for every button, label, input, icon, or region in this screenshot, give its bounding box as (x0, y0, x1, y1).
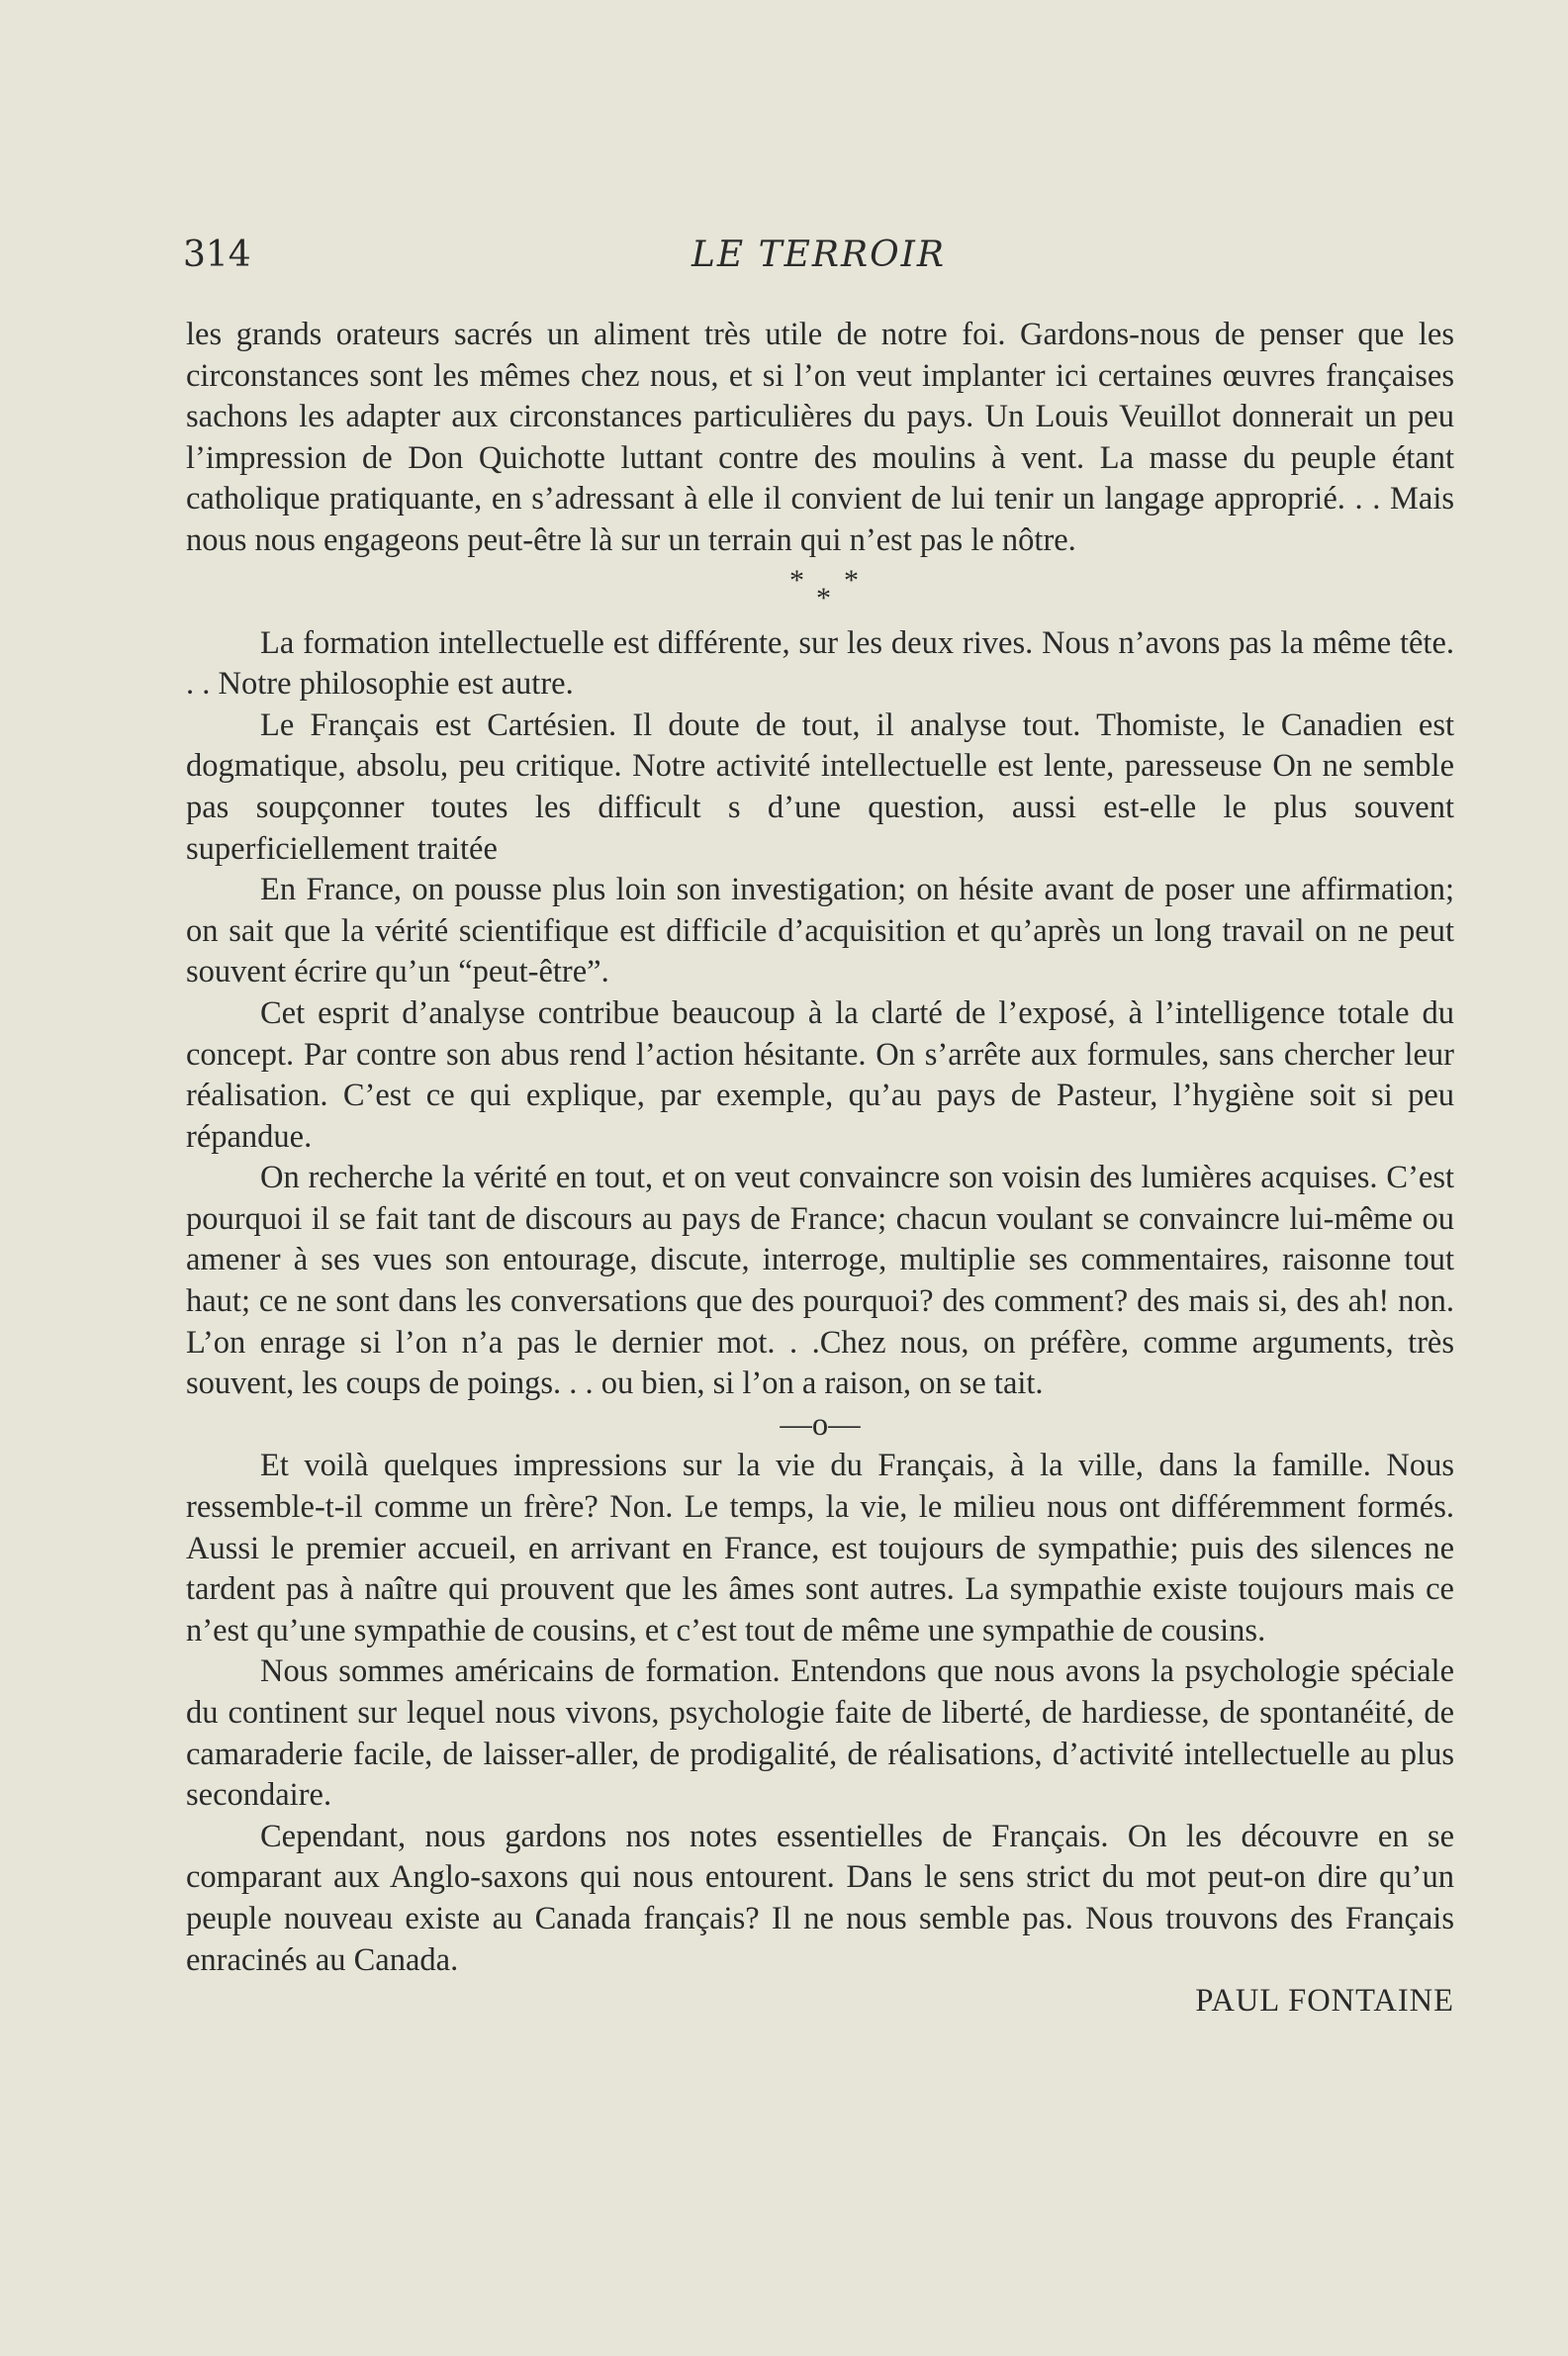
paragraph: La formation intellectuelle est différente, sur les deux rives. Nous n’avons pas la même tête. . . Notre philosophie est autre. (186, 624, 1454, 703)
asterism (186, 562, 1454, 623)
paragraph: Nous sommes américains de formation. Entendons que nous avons la psychologie spéciale du continent sur lequel nous vivons, psychologie faite de liberté, de hardiesse, de spontanéité, de camaraderie facile, de laisser-aller, de prodigalité, de réalisations, d’activité intellectuelle au plus secondaire. (186, 1653, 1454, 1814)
paragraph: Et voilà quelques impressions sur la vie du Français, à la ville, dans la famille. Nous ressemble-t-il comme un frère? Non. Le temps, la vie, le milieu nous ont différemment formés. Aussi le premier accueil, en arrivant en France, est toujours de sympathie; puis des silences ne tardent pas à naître qui prouvent que les âmes sont autres. La sympathie existe toujours mais ce n’est qu’une sympathie de cousins, et c’est tout de même une sympathie de cousins. (186, 1448, 1454, 1649)
asterism-star: * (844, 563, 859, 597)
section-separator: —o— (780, 1406, 861, 1443)
asterism-star: * (816, 581, 831, 614)
paragraph: En France, on pousse plus loin son investigation; on hésite avant de poser une affirmation; on sait que la vérité scientifique est difficile d’acquisition et qu’après un long travail on ne peut souvent écrire qu’un “peut-être”. (186, 872, 1454, 990)
article-body (186, 315, 1454, 2023)
author-signature: PAUL FONTAINE (1195, 1983, 1454, 2020)
paragraph: Cependant, nous gardons nos notes essentielles de Français. On les découvre en se comparant aux Anglo-saxons qui nous entourent. Dans le sens strict du mot peut-on dire qu’un peuple nouveau existe au Canada français? Il ne nous semble pas. Nous trouvons des Français enracinés au Canada. (186, 1818, 1454, 1978)
paragraph: On recherche la vérité en tout, et on veut convaincre son voisin des lumières acquises. C’est pourquoi il se fait tant de discours au pays de France; chacun voulant se convaincre lui-même ou amener à ses vues son entourage, discute, interroge, multiplie ses commentaires, raisonne tout haut; ce ne sont dans les conversations que des pourquoi? des comment? des mais si, des ah! non. L’on enrage si l’on n’a pas le dernier mot. . .Chez nous, on préfère, comme arguments, très souvent, les coups de poings. . . ou bien, si l’on a raison, on se tait. (186, 1160, 1454, 1402)
paragraph: Le Français est Cartésien. Il doute de tout, il analyse tout. Thomiste, le Canadien est dogmatique, absolu, peu critique. Notre activité intellectuelle est lente, paresseuse On ne semble pas soupçonner toutes les difficult s d’une question, aussi est-elle le plus souvent superficiellement traitée (186, 707, 1454, 867)
asterism-star: * (789, 563, 804, 597)
running-title: LE TERROIR (692, 235, 946, 275)
paragraph: les grands orateurs sacrés un aliment très utile de notre foi. Gardons-nous de penser que les circonstances sont les mêmes chez nous, et si l’on veut implanter ici certaines œuvres françaises sachons les adapter aux circonstances particulières du pays. Un Louis Veuillot donnerait un peu l’impression de Don Quichotte luttant contre des moulins à vent. La masse du peuple étant catholique pratiquante, en s’adressant à elle il convient de lui tenir un langage approprié. . . Mais nous nous engageons peut-être là sur un terrain qui n’est pas le nôtre. (186, 317, 1454, 558)
paragraph: Cet esprit d’analyse contribue beaucoup à la clarté de l’exposé, à l’intelligence totale du concept. Par contre son abus rend l’action hésitante. On s’arrête aux formules, sans chercher leur réalisation. C’est ce qui explique, par exemple, qu’au pays de Pasteur, l’hygiène soit si peu répandue. (186, 994, 1454, 1155)
running-head (183, 235, 1454, 284)
page-number: 314 (183, 235, 251, 275)
